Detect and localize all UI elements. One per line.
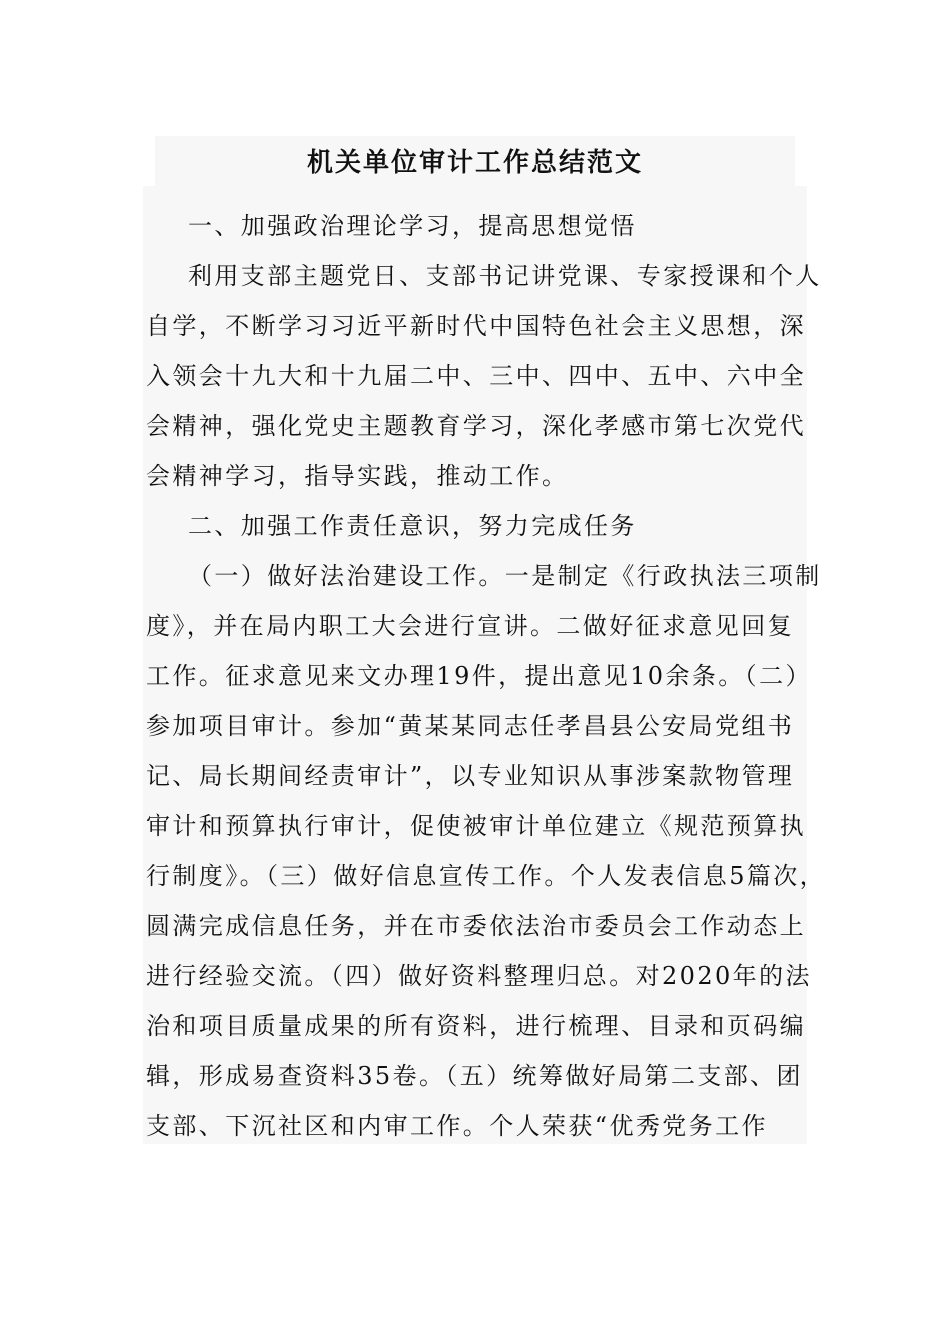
section-heading-2: 二、加强工作责任意识，努力完成任务 <box>188 512 637 540</box>
section-heading-1: 一、加强政治理论学习，提高思想觉悟 <box>188 212 637 240</box>
paragraph-line: 审计和预算执行审计，促使被审计单位建立《规范预算执 <box>146 812 806 840</box>
paragraph-line: 辑，形成易查资料35卷。（五）统筹做好局第二支部、团 <box>146 1062 803 1090</box>
document-body <box>146 201 827 1151</box>
paragraph-line: 治和项目质量成果的所有资料，进行梳理、目录和页码编 <box>146 1012 806 1040</box>
paragraph-line: 工作。征求意见来文办理19件，提出意见10余条。（二） <box>146 662 812 690</box>
paragraph-line: 记、局长期间经责审计”，以专业知识从事涉案款物管理 <box>146 762 795 790</box>
paragraph-line: （一）做好法治建设工作。一是制定《行政执法三项制 <box>188 562 822 590</box>
paragraph-line: 自学，不断学习习近平新时代中国特色社会主义思想，深 <box>146 312 806 340</box>
paragraph-line: 参加项目审计。参加“黄某某同志任孝昌县公安局党组书 <box>146 712 795 740</box>
paragraph-line: 行制度》。（三）做好信息宣传工作。个人发表信息5篇次， <box>146 862 827 890</box>
paragraph-line: 入领会十九大和十九届二中、三中、四中、五中、六中全 <box>146 362 806 390</box>
document-title: 机关单位审计工作总结范文 <box>306 148 643 178</box>
paragraph-line: 进行经验交流。（四）做好资料整理归总。对2020年的法 <box>146 962 812 990</box>
paragraph-line: 度》，并在局内职工大会进行宣讲。二做好征求意见回复 <box>146 612 794 640</box>
paragraph-line: 会精神，强化党史主题教育学习，深化孝感市第七次党代 <box>146 412 806 440</box>
paragraph-line: 会精神学习，指导实践，推动工作。 <box>146 462 569 490</box>
paragraph-line: 利用支部主题党日、支部书记讲党课、专家授课和个人 <box>188 262 822 290</box>
paragraph-line: 支部、下沉社区和内审工作。个人荣获“优秀党务工作 <box>146 1112 768 1140</box>
paragraph-line: 圆满完成信息任务，并在市委依法治市委员会工作动态上 <box>146 912 806 940</box>
